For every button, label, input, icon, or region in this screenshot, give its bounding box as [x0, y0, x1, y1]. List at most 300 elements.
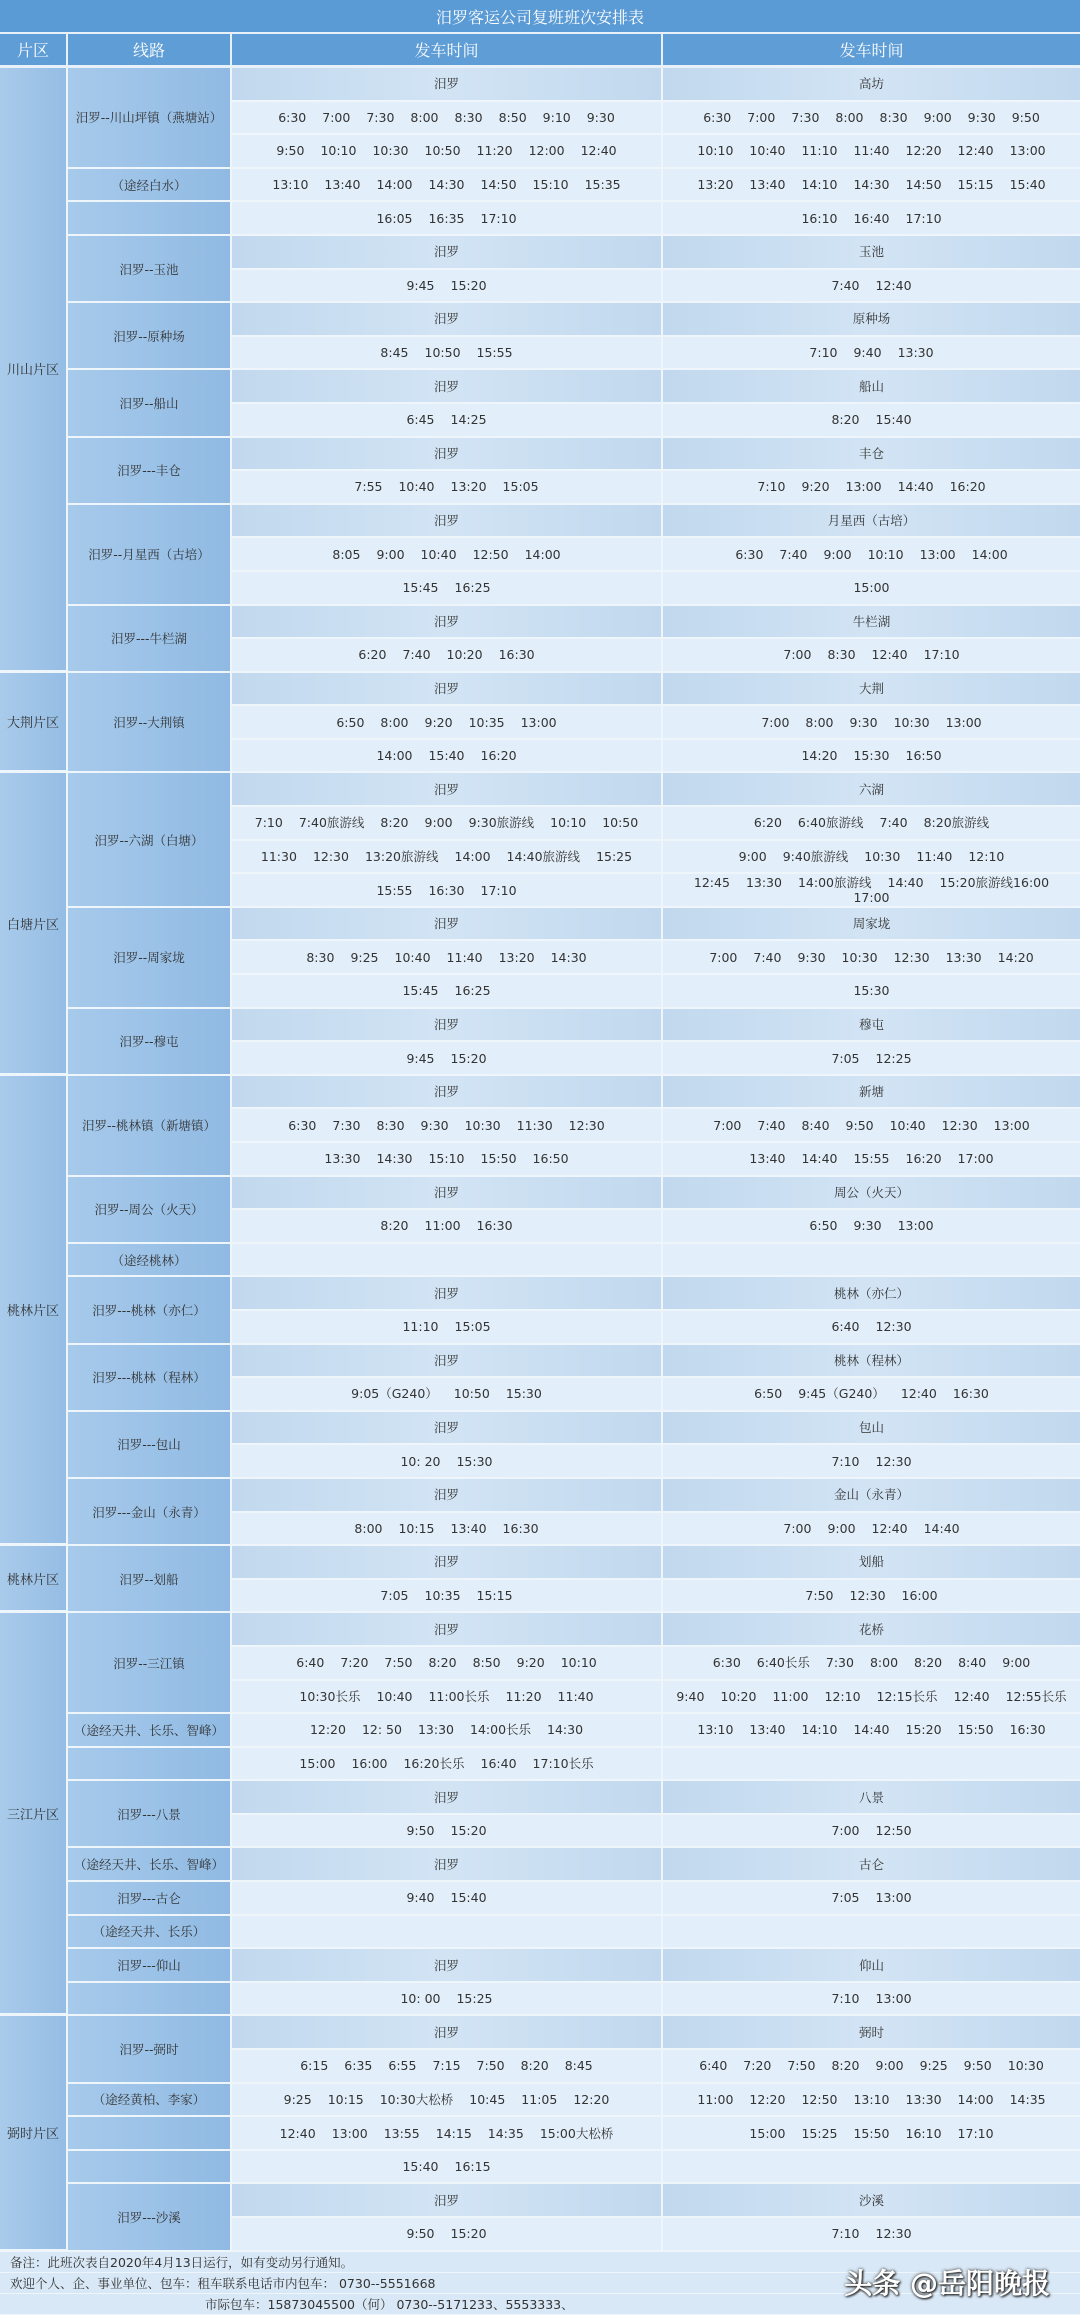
- departure-time: 8:00: [410, 109, 439, 125]
- origin-header: 汨罗: [232, 908, 663, 942]
- departure-time: 12:40: [957, 143, 994, 159]
- destination-header: 六湖: [663, 773, 1080, 807]
- departure-time: 10:45: [469, 2091, 506, 2107]
- outbound-times: [232, 1513, 663, 1547]
- origin-header: 汨罗: [232, 1949, 663, 1983]
- departure-time: 15:20: [905, 1722, 942, 1738]
- departure-time: 11:30: [260, 848, 297, 864]
- departure-time: 10:50: [424, 345, 461, 361]
- destination-header: 桃林（亦仁）: [663, 1277, 1080, 1311]
- return-times: [663, 2050, 1080, 2084]
- departure-time: 6:40旅游线: [797, 815, 864, 831]
- destination-header: 船山: [663, 370, 1080, 404]
- departure-time: 7:20: [340, 1655, 369, 1671]
- departure-time: 10:40: [398, 479, 435, 495]
- departure-time: 12:40: [953, 1688, 990, 1704]
- departure-time: 6:30: [278, 109, 307, 125]
- departure-time: 9:20: [516, 1655, 545, 1671]
- departure-time: 7:05: [831, 1890, 860, 1906]
- departure-time: 17:00: [853, 890, 890, 906]
- return-times: [663, 1143, 1080, 1177]
- destination-header: 穆屯: [663, 1009, 1080, 1043]
- destination-header: 周公（火天）: [663, 1177, 1080, 1211]
- departure-time: 11:00: [772, 1688, 809, 1704]
- origin-header: 汨罗: [232, 606, 663, 640]
- departure-time: 14:40: [801, 1151, 838, 1167]
- departure-time: 9:50: [406, 1823, 435, 1839]
- departure-time: 17:10长乐: [532, 1755, 594, 1771]
- departure-time: 11:40: [853, 143, 890, 159]
- route-label: （途经黄柏、李家）: [68, 2084, 232, 2118]
- departure-time: 15:45: [402, 580, 439, 596]
- departure-time: 7:10: [254, 815, 283, 831]
- departure-time: 14:15: [435, 2125, 472, 2141]
- origin-header: 汨罗: [232, 1479, 663, 1513]
- origin-header: 汨罗: [232, 773, 663, 807]
- header-depart-outbound: 发车时间: [232, 34, 663, 68]
- departure-time: 13:00: [875, 1890, 912, 1906]
- outbound-times: [232, 1311, 663, 1345]
- departure-time: 14:30: [547, 1722, 584, 1738]
- return-times: [663, 270, 1080, 304]
- return-times: [663, 1882, 1080, 1916]
- departure-time: 8:40: [958, 1655, 987, 1671]
- route-label: 汨罗--三江镇: [68, 1613, 232, 1714]
- departure-time: 9:45: [406, 1050, 435, 1066]
- destination-header: 玉池: [663, 236, 1080, 270]
- departure-time: 12:15长乐: [876, 1688, 938, 1704]
- outbound-times: [232, 1210, 663, 1244]
- departure-time: 15:50: [957, 1722, 994, 1738]
- outbound-times: [232, 639, 663, 673]
- departure-time: 16:15: [454, 2159, 491, 2175]
- departure-time: 7:40: [757, 1117, 786, 1133]
- route-label: [68, 2151, 232, 2185]
- return-times: [663, 706, 1080, 740]
- departure-time: 15:25: [596, 848, 633, 864]
- departure-time: 7:00: [831, 1823, 860, 1839]
- departure-time: 10:40: [889, 1117, 926, 1133]
- departure-time: 6:30: [288, 1117, 317, 1133]
- outbound-times: [232, 841, 663, 875]
- departure-time: 12:30: [312, 848, 349, 864]
- departure-time: 12: 50: [361, 1722, 402, 1738]
- departure-time: 13:00: [897, 1218, 934, 1234]
- zone-cell: 弼时片区: [0, 2016, 68, 2251]
- departure-time: 14:50: [480, 177, 517, 193]
- departure-time: 6:45: [406, 412, 435, 428]
- departure-time: 9:30: [849, 714, 878, 730]
- departure-time: 14:50: [905, 177, 942, 193]
- return-times: [663, 2084, 1080, 2118]
- origin-header: 汨罗: [232, 303, 663, 337]
- departure-time: 14:30: [853, 177, 890, 193]
- departure-time: 12:30: [849, 1588, 886, 1604]
- departure-time: 7:40: [779, 546, 808, 562]
- route-label: 汨罗---古仑: [68, 1882, 232, 1916]
- zone-cell: 白塘片区: [0, 773, 68, 1075]
- destination-header: 周家垅: [663, 908, 1080, 942]
- outbound-times: [232, 538, 663, 572]
- departure-time: 6:40: [296, 1655, 325, 1671]
- departure-time: 7:10: [809, 345, 838, 361]
- departure-time: 11:40: [446, 949, 483, 965]
- departure-time: 11:05: [521, 2091, 558, 2107]
- route-label: 汨罗---丰仓: [68, 438, 232, 505]
- departure-time: 12:25: [875, 1050, 912, 1066]
- departure-time: 15:55: [476, 345, 513, 361]
- departure-time: 13:10: [853, 2091, 890, 2107]
- departure-time: 8:00: [869, 1655, 899, 1671]
- departure-time: 11:00: [697, 2091, 734, 2107]
- departure-time: 10: 20: [400, 1453, 441, 1469]
- departure-time: 9:50: [845, 1117, 874, 1133]
- origin-header: 汨罗: [232, 68, 663, 102]
- return-times: [663, 1210, 1080, 1244]
- departure-time: 15:15: [957, 177, 994, 193]
- departure-time: 9:40: [406, 1890, 435, 1906]
- departure-time: 11:10: [801, 143, 838, 159]
- route-label: 汨罗--六湖（白塘）: [68, 773, 232, 907]
- outbound-times: [232, 1681, 663, 1715]
- departure-time: 13:10: [697, 1722, 734, 1738]
- return-times: [663, 538, 1080, 572]
- zone-cell: 桃林片区: [0, 1546, 68, 1613]
- departure-time: 8:20: [380, 815, 409, 831]
- departure-time: 13:55: [383, 2125, 420, 2141]
- departure-time: 14:30: [428, 177, 465, 193]
- departure-time: 10:20: [446, 647, 483, 663]
- departure-time: 6:50: [809, 1218, 838, 1234]
- departure-time: 9:00: [875, 2058, 904, 2074]
- route-label: （途经天井、长乐）: [68, 1916, 232, 1950]
- departure-time: 7:50: [476, 2058, 505, 2074]
- departure-time: 7:00: [747, 109, 776, 125]
- departure-time: 9:25: [919, 2058, 948, 2074]
- outbound-times: [232, 202, 663, 236]
- departure-time: 15:35: [584, 177, 621, 193]
- return-times: [663, 1983, 1080, 2017]
- outbound-times: [232, 102, 663, 136]
- return-times: [663, 1647, 1080, 1681]
- origin-header: 汨罗: [232, 505, 663, 539]
- departure-time: 15:20: [450, 1050, 487, 1066]
- departure-time: 13:30: [905, 2091, 942, 2107]
- return-times: [663, 1580, 1080, 1614]
- return-times: [663, 1681, 1080, 1715]
- departure-time: 8:00: [380, 714, 409, 730]
- departure-time: 7:55: [354, 479, 383, 495]
- departure-time: 8:20: [520, 2058, 549, 2074]
- outbound-times: [232, 572, 663, 606]
- destination-header: 仰山: [663, 1949, 1080, 1983]
- departure-time: 13:00: [875, 1991, 912, 2007]
- outbound-times: [232, 135, 663, 169]
- note-charter-local: 欢迎个人、企、事业单位、包车：租车联系电话市内包车： 0730--5551668: [0, 2273, 1080, 2294]
- route-label: （途经天井、长乐、智峰）: [68, 1714, 232, 1748]
- outbound-times: [232, 471, 663, 505]
- outbound-times: [232, 1244, 663, 1278]
- departure-time: 9:50: [276, 143, 305, 159]
- outbound-times: [232, 874, 663, 908]
- departure-time: 7:30: [791, 109, 820, 125]
- departure-time: 9:00: [738, 848, 767, 864]
- departure-time: 9:50: [1011, 109, 1040, 125]
- departure-time: 13:30: [324, 1151, 361, 1167]
- route-label: 汨罗---仰山: [68, 1949, 232, 1983]
- origin-header: 汨罗: [232, 1076, 663, 1110]
- departure-time: 10:50: [602, 815, 639, 831]
- route-label: 汨罗---八景: [68, 1781, 232, 1848]
- departure-time: 8:20: [380, 1218, 409, 1234]
- departure-time: 9:00: [923, 109, 952, 125]
- return-times: [663, 102, 1080, 136]
- departure-time: 10:10: [560, 1655, 597, 1671]
- departure-time: 9:30旅游线: [468, 815, 535, 831]
- departure-time: 10:40: [394, 949, 431, 965]
- origin-header: 汨罗: [232, 1848, 663, 1882]
- departure-time: 8:20: [831, 2058, 860, 2074]
- outbound-times: [232, 1916, 663, 1950]
- departure-time: 15:40: [1009, 177, 1046, 193]
- departure-time: 11:20: [505, 1688, 542, 1704]
- departure-time: 12:40: [580, 143, 617, 159]
- departure-time: 14:40: [897, 479, 934, 495]
- departure-time: 15:55: [853, 1151, 890, 1167]
- departure-time: 10:20: [720, 1688, 757, 1704]
- departure-time: 7:10: [831, 1453, 860, 1469]
- departure-time: 15:00: [853, 580, 890, 596]
- return-times: [663, 2218, 1080, 2252]
- outbound-times: [232, 975, 663, 1009]
- outbound-times: [232, 706, 663, 740]
- route-label: 汨罗---沙溪: [68, 2184, 232, 2251]
- destination-header: 弼时: [663, 2016, 1080, 2050]
- departure-time: 15:00: [749, 2125, 786, 2141]
- departure-time: 17:10: [480, 882, 517, 898]
- departure-time: 13:20: [450, 479, 487, 495]
- return-times: [663, 740, 1080, 774]
- departure-time: 13:20: [697, 177, 734, 193]
- departure-time: 10:30: [464, 1117, 501, 1133]
- departure-time: 12:50: [472, 546, 509, 562]
- departure-time: 9:30: [797, 949, 826, 965]
- departure-time: 14:40: [923, 1520, 960, 1536]
- departure-time: 13:30: [945, 949, 982, 965]
- destination-header: 划船: [663, 1546, 1080, 1580]
- departure-time: 17:00: [957, 1151, 994, 1167]
- departure-time: 16:20: [905, 1151, 942, 1167]
- return-times: [663, 1445, 1080, 1479]
- departure-time: 12:30: [568, 1117, 605, 1133]
- departure-time: 16:35: [428, 210, 465, 226]
- departure-time: 13:30: [745, 874, 782, 890]
- departure-time: 9:05（G240）: [351, 1386, 438, 1402]
- departure-time: 7:00: [783, 647, 812, 663]
- departure-time: 10:30大松桥: [379, 2091, 454, 2107]
- departure-time: 13:40: [450, 1520, 487, 1536]
- departure-time: 10:10: [867, 546, 904, 562]
- departure-time: 12:10: [824, 1688, 861, 1704]
- route-label: 汨罗---金山（永青）: [68, 1479, 232, 1546]
- route-label: 汨罗--弼时: [68, 2016, 232, 2083]
- departure-time: 13:30: [897, 345, 934, 361]
- departure-time: 15:25: [801, 2125, 838, 2141]
- departure-time: 9:45: [406, 277, 435, 293]
- departure-time: 9:30: [967, 109, 996, 125]
- departure-time: 7:30: [825, 1655, 854, 1671]
- departure-time: 8:40: [801, 1117, 830, 1133]
- departure-time: 17:10: [957, 2125, 994, 2141]
- watermark: 头条 @岳阳晚报: [844, 2267, 1050, 2300]
- departure-time: 10:50: [424, 143, 461, 159]
- departure-time: 13:10: [272, 177, 309, 193]
- route-label: 汨罗--周公（火天）: [68, 1177, 232, 1244]
- outbound-times: [232, 2151, 663, 2185]
- outbound-times: [232, 169, 663, 203]
- route-label: （途经白水）: [68, 169, 232, 203]
- departure-time: 13:00: [520, 714, 557, 730]
- departure-time: 14:00: [971, 546, 1008, 562]
- departure-time: 14:20: [997, 949, 1034, 965]
- departure-time: 15:20: [450, 277, 487, 293]
- departure-time: 10:50: [453, 1386, 490, 1402]
- departure-time: 7:30: [332, 1117, 361, 1133]
- departure-time: 15:45: [402, 983, 439, 999]
- departure-time: 14:10: [801, 177, 838, 193]
- outbound-times: [232, 807, 663, 841]
- departure-time: 9:25: [350, 949, 379, 965]
- departure-time: 11:00: [424, 1218, 461, 1234]
- departure-time: 6:20: [753, 815, 782, 831]
- return-times: [663, 1311, 1080, 1345]
- departure-time: 16:30: [498, 647, 535, 663]
- return-times: [663, 337, 1080, 371]
- departure-time: 8:20: [428, 1655, 457, 1671]
- zone-cell: 桃林片区: [0, 1076, 68, 1546]
- departure-time: 14:10: [801, 1722, 838, 1738]
- departure-time: 7:20: [743, 2058, 772, 2074]
- departure-time: 12:40: [871, 1520, 908, 1536]
- departure-time: 15:20旅游线16:00: [939, 874, 1050, 890]
- departure-time: 12:30: [875, 2226, 912, 2242]
- departure-time: 16:05: [376, 210, 413, 226]
- route-label: 汨罗--周家垅: [68, 908, 232, 1009]
- departure-time: 12:30: [875, 1453, 912, 1469]
- departure-time: 10:15: [398, 1520, 435, 1536]
- departure-time: 12:30: [893, 949, 930, 965]
- outbound-times: [232, 1378, 663, 1412]
- header-depart-return: 发车时间: [663, 34, 1080, 68]
- departure-time: 7:50: [384, 1655, 413, 1671]
- departure-time: 14:40: [887, 874, 924, 890]
- departure-time: 8:00: [805, 714, 834, 730]
- return-times: [663, 841, 1080, 875]
- return-times: [663, 807, 1080, 841]
- departure-time: 13:00: [919, 546, 956, 562]
- departure-time: 12:55长乐: [1005, 1688, 1067, 1704]
- route-label: 汨罗--船山: [68, 370, 232, 437]
- departure-time: 12:10: [968, 848, 1005, 864]
- departure-time: 6:35: [344, 2058, 373, 2074]
- outbound-times: [232, 2084, 663, 2118]
- outbound-times: [232, 1445, 663, 1479]
- departure-time: 9:00: [424, 815, 453, 831]
- return-times: [663, 941, 1080, 975]
- departure-time: 9:10: [542, 109, 571, 125]
- departure-time: 7:05: [380, 1588, 409, 1604]
- outbound-times: [232, 740, 663, 774]
- header-route: 线路: [68, 34, 232, 68]
- departure-time: 14:00: [376, 748, 413, 764]
- page-title: 汨罗客运公司复班班次安排表: [0, 0, 1080, 34]
- departure-time: 8:30: [376, 1117, 405, 1133]
- origin-header: 汨罗: [232, 1781, 663, 1815]
- origin-header: 汨罗: [232, 1177, 663, 1211]
- departure-time: 7:00: [713, 1117, 742, 1133]
- departure-time: 7:40旅游线: [298, 815, 365, 831]
- departure-time: 8:20: [831, 412, 860, 428]
- departure-time: 9:50: [963, 2058, 992, 2074]
- departure-time: 15:30: [456, 1453, 493, 1469]
- departure-time: 13:00: [945, 714, 982, 730]
- destination-header: 金山（永青）: [663, 1479, 1080, 1513]
- departure-time: 10:15: [327, 2091, 364, 2107]
- destination-header: 八景: [663, 1781, 1080, 1815]
- departure-time: 15:20: [450, 1823, 487, 1839]
- outbound-times: [232, 1109, 663, 1143]
- departure-time: 8:05: [332, 546, 361, 562]
- departure-time: 7:40: [753, 949, 782, 965]
- departure-time: 16:50: [905, 748, 942, 764]
- departure-time: 7:00: [709, 949, 738, 965]
- departure-time: 16:00: [901, 1588, 938, 1604]
- departure-time: 9:25: [283, 2091, 312, 2107]
- departure-time: 14:30: [550, 949, 587, 965]
- return-times: [663, 572, 1080, 606]
- departure-time: 13:00: [331, 2125, 368, 2141]
- zone-cell: 大荆片区: [0, 673, 68, 774]
- departure-time: 8:45: [564, 2058, 593, 2074]
- departure-time: 15:05: [502, 479, 539, 495]
- departure-time: 15:30: [853, 748, 890, 764]
- departure-time: 11:10: [402, 1319, 439, 1335]
- departure-time: 10:40: [749, 143, 786, 159]
- departure-time: 15:50: [853, 2125, 890, 2141]
- departure-time: 12:30: [875, 1319, 912, 1335]
- departure-time: 16:10: [801, 210, 838, 226]
- departure-time: 17:10: [923, 647, 960, 663]
- departure-time: 8:50: [472, 1655, 501, 1671]
- destination-header: 花桥: [663, 1613, 1080, 1647]
- departure-time: 6:55: [388, 2058, 417, 2074]
- departure-time: 6:30: [712, 1655, 741, 1671]
- outbound-times: [232, 404, 663, 438]
- departure-time: 9:30: [420, 1117, 449, 1133]
- departure-time: 14:00: [524, 546, 561, 562]
- departure-time: 10:35: [424, 1588, 461, 1604]
- departure-time: 14:25: [450, 412, 487, 428]
- return-times: [663, 1378, 1080, 1412]
- departure-time: 15:15: [476, 1588, 513, 1604]
- departure-time: 17:10: [905, 210, 942, 226]
- departure-time: 7:00: [761, 714, 790, 730]
- departure-time: 7:40: [402, 647, 431, 663]
- departure-time: 9:30: [853, 1218, 882, 1234]
- departure-time: 8:30: [454, 109, 483, 125]
- departure-time: 10:40: [376, 1688, 413, 1704]
- route-label: 汨罗---牛栏湖: [68, 606, 232, 673]
